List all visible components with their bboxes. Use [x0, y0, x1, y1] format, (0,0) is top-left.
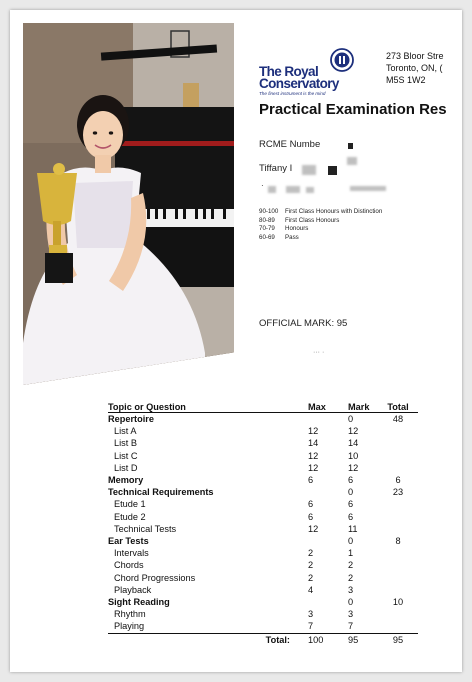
table-row — [108, 608, 418, 620]
table-row — [108, 559, 418, 571]
grade-row: 60-69 Pass — [259, 233, 299, 241]
cell-max: 2 — [308, 572, 314, 583]
examiner-fragment: ··· · — [313, 349, 325, 356]
face — [83, 111, 123, 159]
cell-total — [378, 559, 418, 571]
marks-body — [108, 413, 418, 634]
cell-max: 6 — [308, 499, 314, 510]
total-max: 100 — [308, 634, 324, 645]
crest-icon — [330, 48, 354, 72]
cell-mark: 3 — [348, 584, 354, 595]
address-line: M5S 1W2 — [386, 75, 426, 85]
cell-total: 6 — [395, 475, 401, 486]
header-total: Total — [387, 401, 409, 412]
cell-mark: 7 — [348, 621, 354, 632]
table-group-row — [108, 413, 418, 426]
cell-topic: Chord Progressions — [114, 572, 196, 583]
cell-mark: 12 — [348, 426, 359, 437]
cell-total — [378, 437, 418, 449]
table-row — [108, 511, 418, 523]
official-mark: OFFICIAL MARK: 95 — [259, 318, 348, 329]
total-total: 95 — [392, 634, 404, 645]
cell-mark: 2 — [348, 572, 354, 583]
redaction-blur — [302, 165, 316, 175]
candidate-extra: · — [261, 181, 264, 190]
table-group-row — [108, 596, 418, 608]
cell-total — [378, 608, 418, 620]
table-row — [108, 572, 418, 584]
cell-topic: Etude 1 — [114, 499, 146, 510]
cell-topic: Intervals — [114, 548, 149, 559]
trophy-base — [45, 253, 73, 283]
cell-topic: Ear Tests — [108, 536, 149, 547]
report-title: Practical Examination Res — [259, 101, 447, 118]
cell-mark: 0 — [348, 414, 354, 424]
cell-total — [378, 498, 418, 510]
rcm-logo — [259, 48, 359, 100]
header-mark: Mark — [348, 401, 370, 412]
cell-mark: 3 — [348, 609, 354, 620]
cell-max: 7 — [308, 621, 314, 632]
cell-mark: 0 — [348, 597, 354, 608]
result-document — [10, 10, 462, 672]
cell-mark: 2 — [348, 560, 354, 571]
total-label: Total: — [265, 634, 290, 645]
cell-topic: Etude 2 — [114, 511, 146, 522]
cell-mark: 6 — [348, 499, 354, 510]
cell-max: 12 — [308, 450, 319, 461]
table-total-row — [108, 633, 418, 646]
table-row — [108, 523, 418, 535]
logo-line1: The Royal — [259, 64, 319, 79]
cell-topic: Sight Reading — [108, 597, 170, 608]
candidate-name: Tiffany I — [259, 163, 293, 174]
cell-max — [298, 535, 338, 547]
cell-total: 10 — [392, 597, 404, 608]
cell-max: 6 — [308, 475, 314, 486]
cell-max: 14 — [308, 438, 319, 449]
cell-topic: Technical Tests — [114, 523, 177, 534]
photo-illustration — [23, 23, 234, 385]
logo-line2: Conservatory — [259, 76, 339, 91]
table-header-row — [108, 401, 418, 413]
cell-max: 2 — [308, 548, 314, 559]
redaction-blur — [306, 187, 314, 193]
cell-topic: Memory — [108, 475, 144, 486]
cell-total — [378, 572, 418, 584]
cell-topic: List C — [114, 450, 138, 461]
cell-mark: 6 — [348, 511, 354, 522]
cell-max: 12 — [308, 523, 319, 534]
cell-topic: Rhythm — [114, 609, 146, 620]
grade-row: 80-89 First Class Honours — [259, 216, 340, 224]
cell-mark: 0 — [348, 487, 354, 498]
table-group-row — [108, 486, 418, 498]
cell-total — [378, 547, 418, 559]
cell-total: 23 — [392, 487, 404, 498]
table-row — [108, 450, 418, 462]
marks-table — [108, 401, 418, 646]
table-row — [108, 547, 418, 559]
cell-topic: List D — [114, 462, 138, 473]
cell-max — [298, 413, 338, 426]
total-mark: 95 — [348, 634, 359, 645]
rcme-number-label: RCME Numbe — [259, 139, 321, 150]
cell-mark: 12 — [348, 462, 359, 473]
cell-total — [378, 620, 418, 633]
cell-total — [378, 462, 418, 474]
cell-total — [378, 450, 418, 462]
cell-topic: Repertoire — [108, 414, 154, 424]
cell-max: 12 — [308, 462, 319, 473]
cell-topic: List B — [114, 438, 137, 449]
cell-max: 2 — [308, 560, 314, 571]
header-max: Max — [308, 401, 326, 412]
candidate-photo — [23, 23, 234, 385]
address-line: Toronto, ON, ( — [386, 63, 443, 73]
grade-row: 70-79 Honours — [259, 225, 309, 233]
cell-mark: 11 — [348, 523, 358, 534]
table-group-row — [108, 474, 418, 486]
cell-topic: Playback — [114, 584, 152, 595]
cell-total — [378, 584, 418, 596]
cell-max: 12 — [308, 426, 319, 437]
cell-max: 4 — [308, 584, 314, 595]
redaction-mark — [328, 166, 337, 175]
cell-topic: Technical Requirements — [108, 487, 214, 498]
cell-total — [378, 425, 418, 437]
cell-total: 8 — [395, 536, 401, 547]
table-row — [108, 584, 418, 596]
cell-topic: Playing — [114, 621, 145, 632]
cell-mark: 0 — [348, 536, 354, 547]
table-group-row — [108, 535, 418, 547]
redaction-mark — [348, 143, 353, 149]
header-topic: Topic or Question — [108, 401, 186, 412]
cell-max: 6 — [308, 511, 314, 522]
table-row — [108, 462, 418, 474]
cell-mark: 6 — [348, 475, 354, 486]
redaction-blur — [350, 186, 386, 191]
table-row — [108, 437, 418, 449]
cell-max: 3 — [308, 609, 314, 620]
table-row — [108, 425, 418, 437]
cell-mark: 1 — [348, 548, 354, 559]
logo-tagline: The finest instrument is the mind — [259, 91, 326, 96]
redaction-blur — [268, 186, 276, 193]
redaction-blur — [347, 157, 357, 165]
address-line: 273 Bloor Stre — [386, 51, 444, 61]
cell-max — [298, 596, 338, 608]
cell-total: 48 — [392, 414, 404, 424]
cell-mark: 14 — [348, 438, 359, 449]
address-block — [386, 50, 444, 86]
cell-total — [378, 511, 418, 523]
grade-row: 90-100 First Class Honours with Distinction — [259, 208, 383, 215]
grade-legend — [259, 208, 382, 242]
cell-mark: 10 — [348, 450, 359, 461]
cell-topic: List A — [114, 426, 137, 437]
table-row — [108, 620, 418, 633]
cell-total — [378, 523, 418, 535]
table-row — [108, 498, 418, 510]
redaction-blur — [286, 186, 300, 193]
cell-topic: Chords — [114, 560, 144, 571]
cell-max — [298, 486, 338, 498]
trophy-cup — [37, 173, 77, 225]
